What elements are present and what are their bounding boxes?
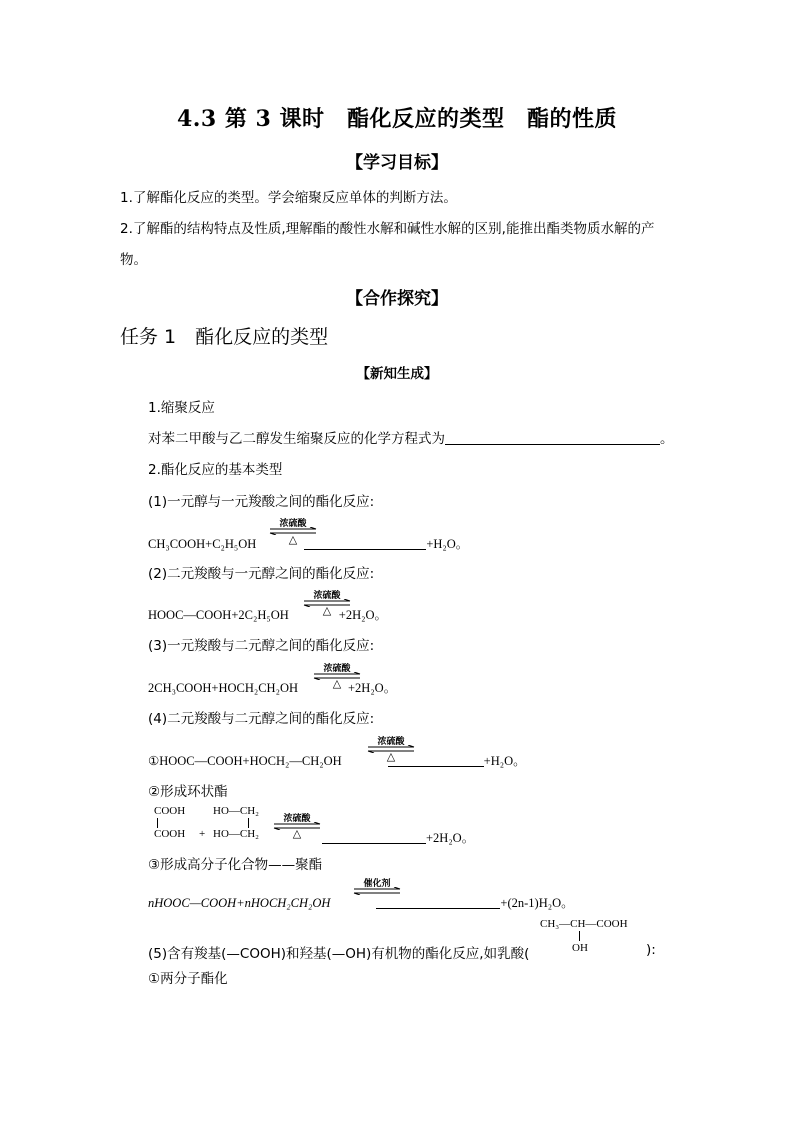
two-molecule-esterification-label: ①两分子酯化 <box>148 971 228 987</box>
heat-icon: △ <box>292 827 302 840</box>
condition-conc-sulfuric: 浓硫酸 <box>283 814 311 824</box>
equation-4: ①HOOC—COOH+HOCH₂—CH₂OH +H₂O。 <box>148 753 526 768</box>
oxalic-acid-bottom: COOH <box>154 828 186 840</box>
glycol-top: HO—CH₂ <box>213 805 260 817</box>
goal-1: 1.了解酯化反应的类型。学会缩聚反应单体的判断方法。 <box>120 190 457 206</box>
coop-heading: 【合作探究】 <box>346 289 448 309</box>
basic-types-label: 2.酯化反应的基本类型 <box>148 462 283 478</box>
sub-5-end: ): <box>646 942 656 958</box>
answer-blank[interactable] <box>304 536 426 550</box>
sub-1-label: (1)一元醇与一元羧酸之间的酯化反应: <box>148 494 375 510</box>
sub-3-label: (3)一元羧酸与二元醇之间的酯化反应: <box>148 638 375 654</box>
bond-line <box>157 818 158 828</box>
plus-sign: + <box>199 828 206 840</box>
answer-blank[interactable] <box>376 895 500 909</box>
polycondensation-label: 1.缩聚反应 <box>148 400 215 416</box>
sub-2-label: (2)二元羧酸与一元醇之间的酯化反应: <box>148 566 375 582</box>
answer-blank[interactable] <box>445 431 660 445</box>
heat-icon: △ <box>288 533 298 546</box>
condition-conc-sulfuric: 浓硫酸 <box>323 664 351 674</box>
condition-conc-sulfuric: 浓硫酸 <box>377 737 405 747</box>
heat-icon: △ <box>322 604 332 617</box>
oxalic-acid-top: COOH <box>154 805 186 817</box>
new-knowledge-heading: 【新知生成】 <box>356 366 438 382</box>
lactic-acid-chain: CH₃—CH—COOH <box>540 918 628 930</box>
sub-5-label: (5)含有羧基(—COOH)和羟基(—OH)有机物的酯化反应,如乳酸( <box>148 946 530 962</box>
equation-6: nHOOC—COOH+nHOCH₂CH₂OH +(2n-1)H₂O。 <box>148 896 574 910</box>
equation-5: +2H₂O。 <box>322 828 474 846</box>
goals-heading: 【学习目标】 <box>346 153 448 173</box>
equation-2: HOOC—COOH+2C₂H₅OH +2H₂O。 <box>148 608 387 622</box>
reversible-arrow-icon <box>352 887 402 895</box>
equation-1: CH₃COOH+C₂H₅OH +H₂O。 <box>148 537 469 551</box>
polyester-label: ③形成高分子化合物——聚酯 <box>148 857 323 873</box>
goal-2: 2.了解酯的结构特点及性质,理解酯的酸性水解和碱性水解的区别,能推出酯类物质水解的产 <box>120 221 655 237</box>
condition-conc-sulfuric: 浓硫酸 <box>313 591 341 601</box>
answer-blank[interactable] <box>322 830 426 844</box>
condition-catalyst: 催化剂 <box>363 879 391 889</box>
heat-icon: △ <box>386 750 396 763</box>
page-title: 4.3 第 3 课时 酯化反应的类型 酯的性质 <box>176 106 618 132</box>
equation-3: 2CH₃COOH+HOCH₂CH₂OH +2H₂O。 <box>148 681 397 695</box>
cyclic-ester-label: ②形成环状酯 <box>148 784 228 800</box>
sub-4-label: (4)二元羧酸与二元醇之间的酯化反应: <box>148 711 375 727</box>
bond-line <box>579 931 580 941</box>
lactic-acid-oh: OH <box>572 942 588 954</box>
goal-2-cont: 物。 <box>120 252 147 268</box>
heat-icon: △ <box>332 677 342 690</box>
bond-line <box>248 818 249 828</box>
task-1-heading: 任务 1 酯化反应的类型 <box>120 326 329 348</box>
glycol-bottom: HO—CH₂ <box>213 828 260 840</box>
condition-conc-sulfuric: 浓硫酸 <box>279 519 307 529</box>
polycondensation-question: 对苯二甲酸与乙二醇发生缩聚反应的化学方程式为 。 <box>148 431 674 447</box>
